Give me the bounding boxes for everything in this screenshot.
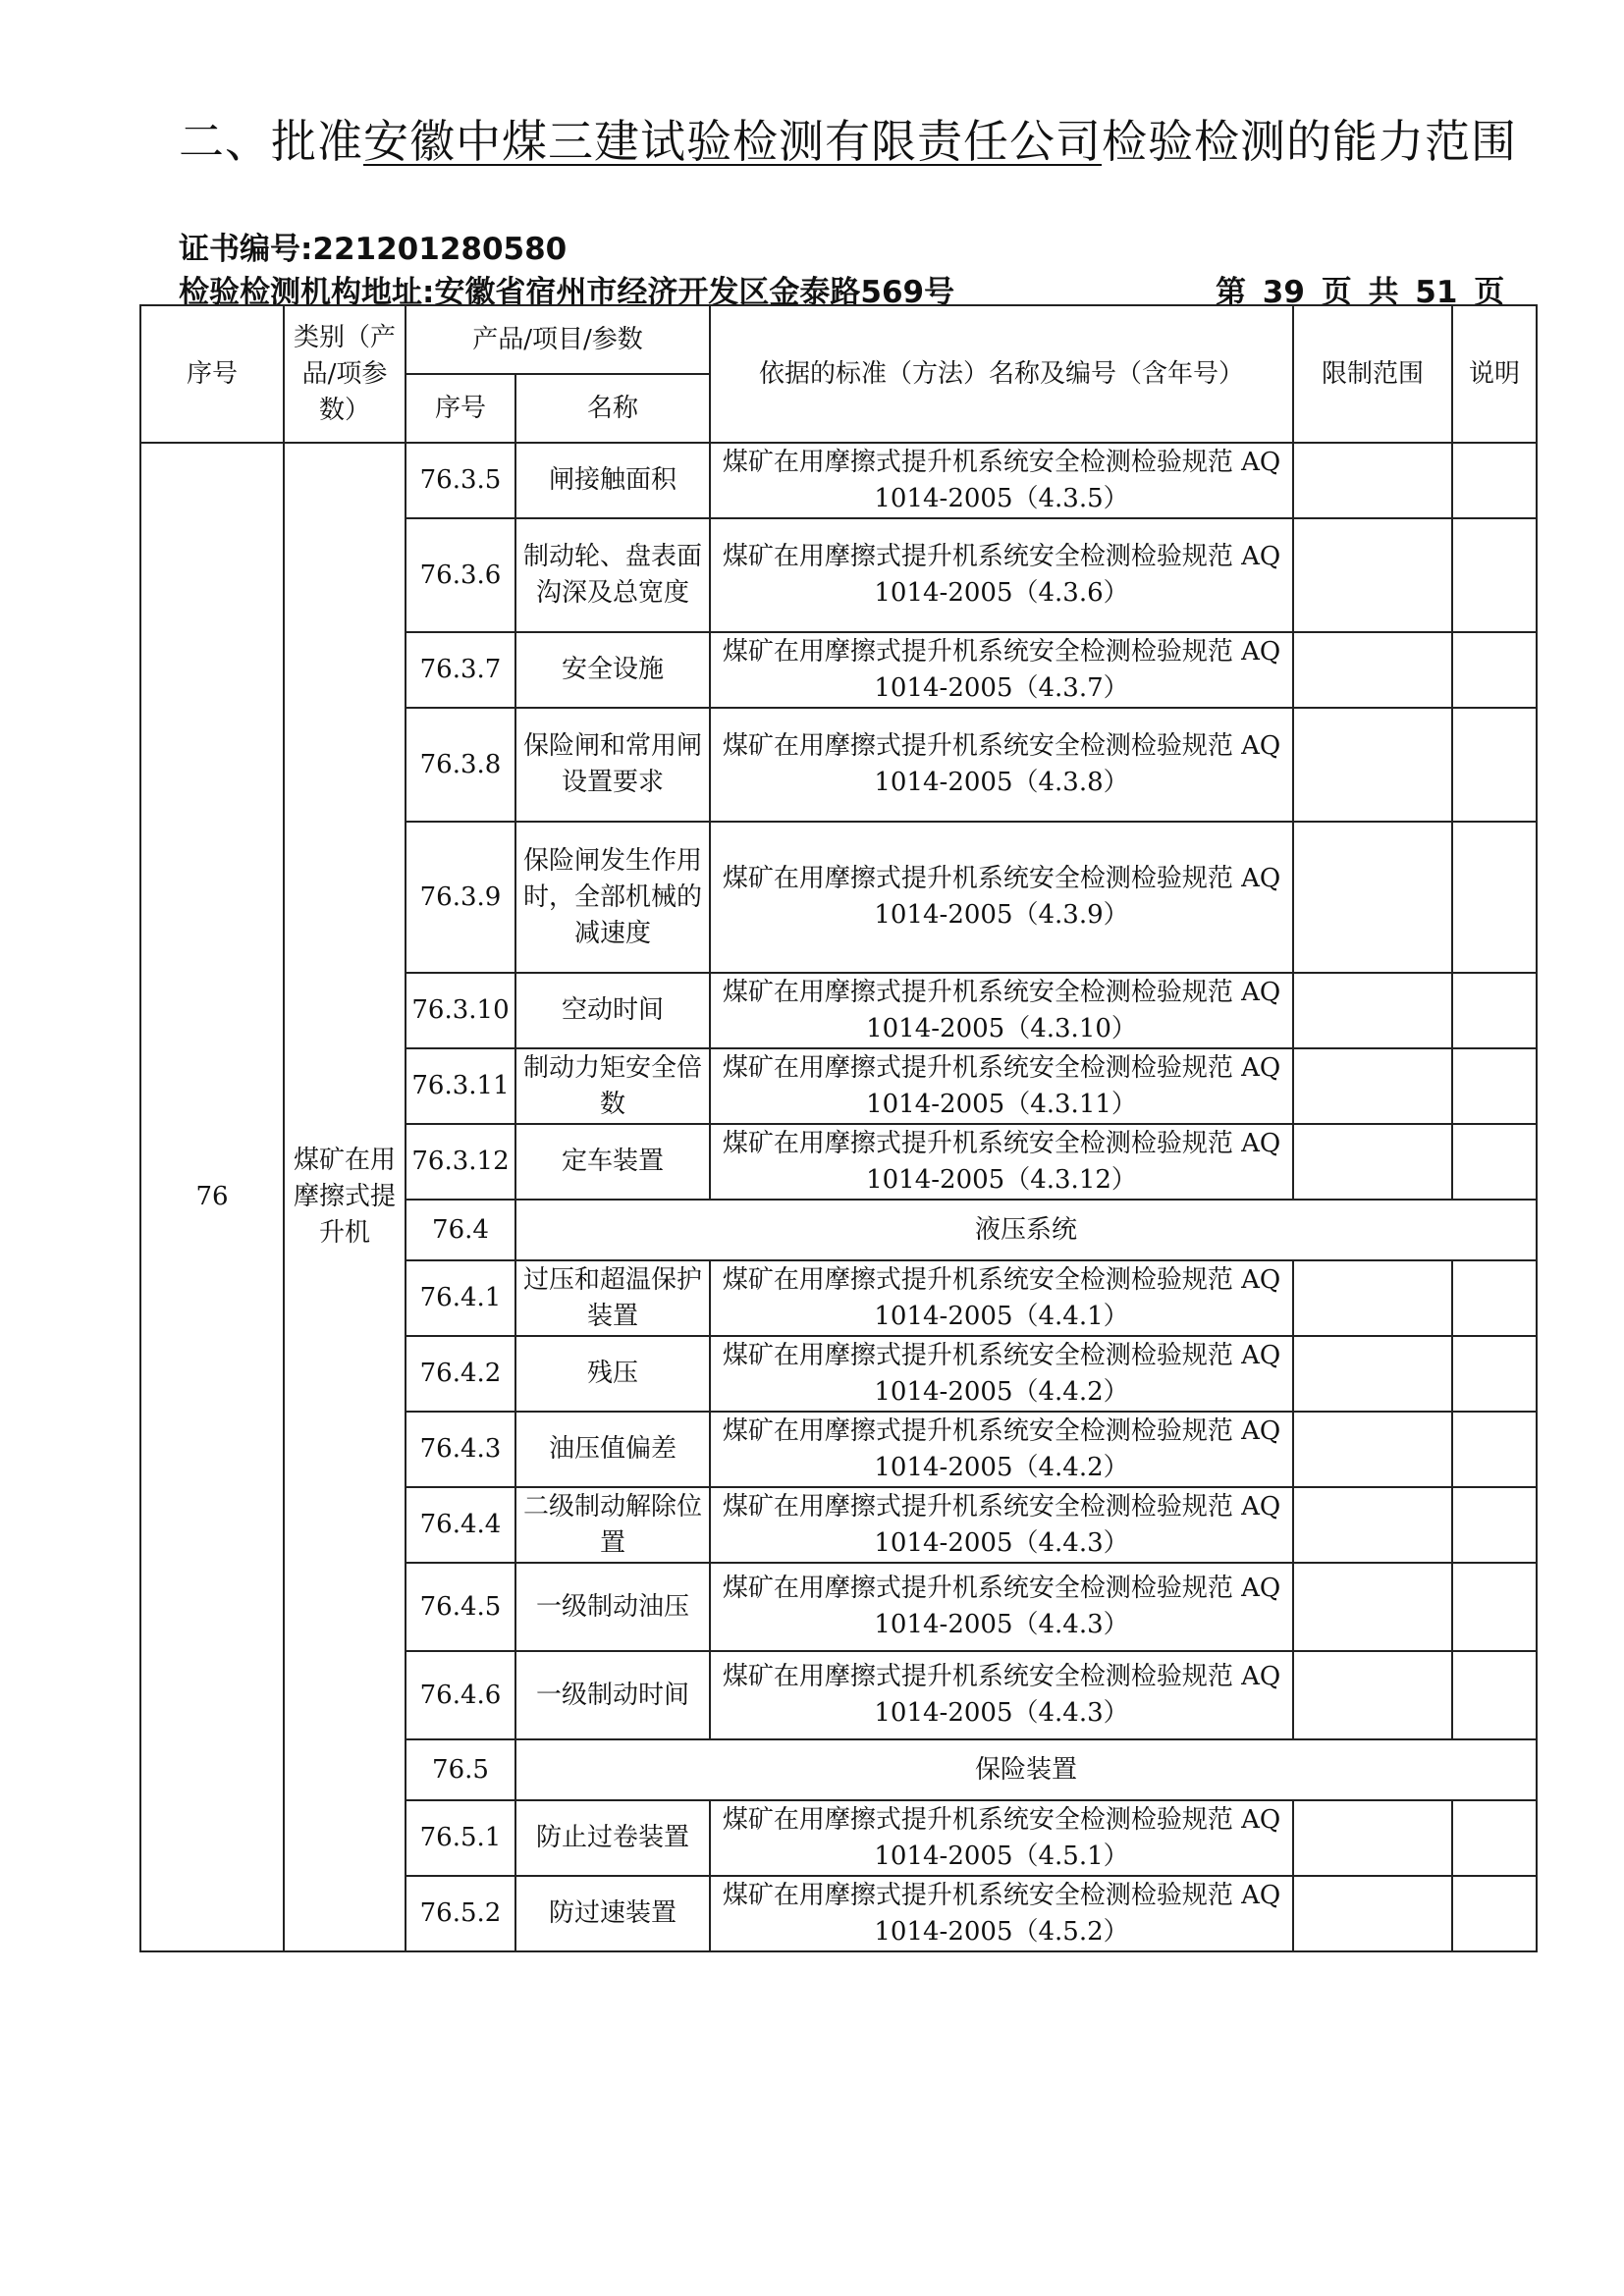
- item-name: 油压值偏差: [515, 1412, 710, 1487]
- page-title: [179, 106, 1517, 171]
- item-note: [1452, 708, 1537, 822]
- item-name: 残压: [515, 1336, 710, 1412]
- title-prefix: 二、批准: [179, 115, 363, 168]
- item-limit: [1293, 1563, 1452, 1651]
- section-no: 76.5: [406, 1739, 515, 1800]
- item-name: 一级制动油压: [515, 1563, 710, 1651]
- item-no: 76.3.6: [406, 518, 515, 632]
- item-name: 防止过卷装置: [515, 1800, 710, 1876]
- item-standard: 煤矿在用摩擦式提升机系统安全检测检验规范 AQ 1014-2005（4.3.6）: [710, 518, 1293, 632]
- item-limit: [1293, 443, 1452, 518]
- col-standard-header: 依据的标准（方法）名称及编号（含年号）: [710, 305, 1293, 443]
- item-standard: 煤矿在用摩擦式提升机系统安全检测检验规范 AQ 1014-2005（4.3.10）: [710, 973, 1293, 1048]
- section-no: 76.4: [406, 1200, 515, 1260]
- item-limit: [1293, 1048, 1452, 1124]
- item-name: 制动力矩安全倍数: [515, 1048, 710, 1124]
- item-note: [1452, 518, 1537, 632]
- item-no: 76.3.9: [406, 822, 515, 973]
- item-note: [1452, 1048, 1537, 1124]
- table-row: [140, 443, 1537, 518]
- item-no: 76.3.8: [406, 708, 515, 822]
- scope-table: [139, 304, 1538, 1952]
- item-name: 保险闸和常用闸设置要求: [515, 708, 710, 822]
- page-number: 第 39 页 共 51 页: [1216, 275, 1505, 310]
- item-name: 过压和超温保护装置: [515, 1260, 710, 1336]
- cert-label: 证书编号:: [179, 232, 313, 267]
- item-note: [1452, 1563, 1537, 1651]
- col-product-group-header: 产品/项目/参数: [406, 305, 710, 374]
- item-standard: 煤矿在用摩擦式提升机系统安全检测检验规范 AQ 1014-2005（4.4.2）: [710, 1412, 1293, 1487]
- item-limit: [1293, 822, 1452, 973]
- item-name: 闸接触面积: [515, 443, 710, 518]
- item-limit: [1293, 1124, 1452, 1200]
- item-note: [1452, 1124, 1537, 1200]
- section-name: 保险装置: [515, 1739, 1537, 1800]
- item-note: [1452, 1412, 1537, 1487]
- col-name-header: 名称: [515, 374, 710, 443]
- item-no: 76.3.11: [406, 1048, 515, 1124]
- item-no: 76.4.3: [406, 1412, 515, 1487]
- item-limit: [1293, 1336, 1452, 1412]
- item-note: [1452, 1651, 1537, 1739]
- col-category-header: 类别（产品/项参数）: [284, 305, 406, 443]
- item-standard: 煤矿在用摩擦式提升机系统安全检测检验规范 AQ 1014-2005（4.4.3）: [710, 1563, 1293, 1651]
- item-name: 二级制动解除位置: [515, 1487, 710, 1563]
- item-no: 76.4.1: [406, 1260, 515, 1336]
- col-subseq-header: 序号: [406, 374, 515, 443]
- item-note: [1452, 822, 1537, 973]
- item-name: 空动时间: [515, 973, 710, 1048]
- title-suffix: 检验检测的能力范围: [1102, 115, 1517, 168]
- item-name: 防过速装置: [515, 1876, 710, 1951]
- item-name: 一级制动时间: [515, 1651, 710, 1739]
- organization-name: 安徽中煤三建试验检测有限责任公司: [363, 115, 1102, 168]
- header-row: [140, 305, 1537, 374]
- item-standard: 煤矿在用摩擦式提升机系统安全检测检验规范 AQ 1014-2005（4.4.1）: [710, 1260, 1293, 1336]
- col-limit-header: 限制范围: [1293, 305, 1452, 443]
- item-standard: 煤矿在用摩擦式提升机系统安全检测检验规范 AQ 1014-2005（4.3.5）: [710, 443, 1293, 518]
- address-value: 安徽省宿州市经济开发区金泰路569号: [434, 275, 955, 310]
- item-standard: 煤矿在用摩擦式提升机系统安全检测检验规范 AQ 1014-2005（4.3.9）: [710, 822, 1293, 973]
- cert-value: 221201280580: [312, 232, 568, 267]
- item-limit: [1293, 1651, 1452, 1739]
- col-note-header: 说明: [1452, 305, 1537, 443]
- item-note: [1452, 1876, 1537, 1951]
- item-no: 76.3.7: [406, 632, 515, 708]
- group-category: 煤矿在用摩擦式提升机: [284, 443, 406, 1951]
- item-no: 76.3.5: [406, 443, 515, 518]
- item-limit: [1293, 973, 1452, 1048]
- item-standard: 煤矿在用摩擦式提升机系统安全检测检验规范 AQ 1014-2005（4.3.8）: [710, 708, 1293, 822]
- col-seq-header: 序号: [140, 305, 284, 443]
- item-limit: [1293, 1800, 1452, 1876]
- item-standard: 煤矿在用摩擦式提升机系统安全检测检验规范 AQ 1014-2005（4.4.2）: [710, 1336, 1293, 1412]
- item-note: [1452, 1487, 1537, 1563]
- item-no: 76.5.2: [406, 1876, 515, 1951]
- item-name: 保险闸发生作用时，全部机械的减速度: [515, 822, 710, 973]
- item-no: 76.4.6: [406, 1651, 515, 1739]
- item-standard: 煤矿在用摩擦式提升机系统安全检测检验规范 AQ 1014-2005（4.3.11）: [710, 1048, 1293, 1124]
- item-name: 定车装置: [515, 1124, 710, 1200]
- item-limit: [1293, 1412, 1452, 1487]
- item-no: 76.4.2: [406, 1336, 515, 1412]
- item-note: [1452, 443, 1537, 518]
- item-note: [1452, 1260, 1537, 1336]
- item-note: [1452, 1800, 1537, 1876]
- item-standard: 煤矿在用摩擦式提升机系统安全检测检验规范 AQ 1014-2005（4.4.3）: [710, 1487, 1293, 1563]
- item-limit: [1293, 1487, 1452, 1563]
- item-no: 76.5.1: [406, 1800, 515, 1876]
- item-limit: [1293, 708, 1452, 822]
- item-no: 76.3.12: [406, 1124, 515, 1200]
- item-limit: [1293, 1876, 1452, 1951]
- item-note: [1452, 632, 1537, 708]
- item-note: [1452, 1336, 1537, 1412]
- item-standard: 煤矿在用摩擦式提升机系统安全检测检验规范 AQ 1014-2005（4.4.3）: [710, 1651, 1293, 1739]
- item-limit: [1293, 518, 1452, 632]
- group-seq: 76: [140, 443, 284, 1951]
- item-standard: 煤矿在用摩擦式提升机系统安全检测检验规范 AQ 1014-2005（4.3.12）: [710, 1124, 1293, 1200]
- item-standard: 煤矿在用摩擦式提升机系统安全检测检验规范 AQ 1014-2005（4.5.2）: [710, 1876, 1293, 1951]
- item-standard: 煤矿在用摩擦式提升机系统安全检测检验规范 AQ 1014-2005（4.3.7）: [710, 632, 1293, 708]
- certificate-number: [179, 224, 567, 268]
- item-name: 制动轮、盘表面沟深及总宽度: [515, 518, 710, 632]
- item-no: 76.3.10: [406, 973, 515, 1048]
- item-standard: 煤矿在用摩擦式提升机系统安全检测检验规范 AQ 1014-2005（4.5.1）: [710, 1800, 1293, 1876]
- item-limit: [1293, 1260, 1452, 1336]
- item-note: [1452, 973, 1537, 1048]
- address-label: 检验检测机构地址:: [179, 275, 435, 310]
- item-limit: [1293, 632, 1452, 708]
- item-name: 安全设施: [515, 632, 710, 708]
- item-no: 76.4.5: [406, 1563, 515, 1651]
- section-name: 液压系统: [515, 1200, 1537, 1260]
- item-no: 76.4.4: [406, 1487, 515, 1563]
